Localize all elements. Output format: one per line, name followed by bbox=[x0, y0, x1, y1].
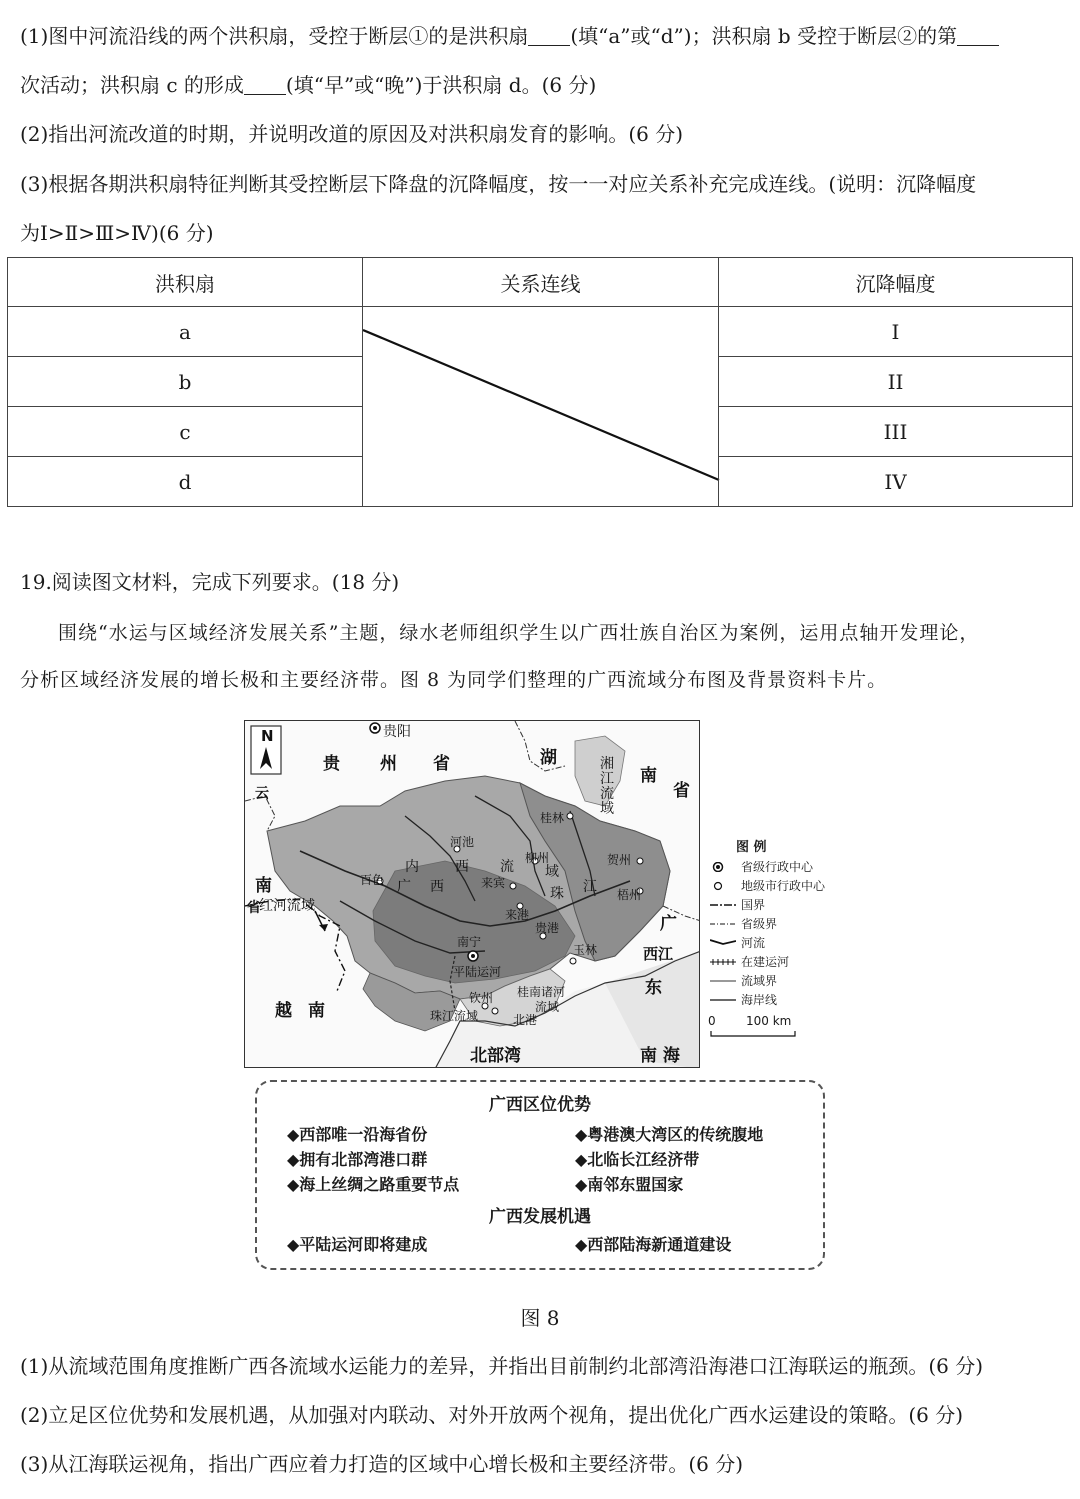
q19-sub-3: (3)从江海联运视角，指出广西应着力打造的区域中心增长极和主要经济带。(6 分) bbox=[20, 1452, 744, 1476]
label-honghe-basin: 红河流域 bbox=[259, 898, 315, 914]
label-guangdong-dong: 东 bbox=[645, 978, 662, 998]
header-relation-line: 关系连线 bbox=[362, 257, 719, 307]
answer-blank-2[interactable] bbox=[957, 25, 999, 46]
matching-table bbox=[7, 257, 1073, 507]
north-label: N bbox=[261, 727, 274, 745]
header-subsidence: 沉降幅度 bbox=[718, 257, 1073, 307]
label-nanning: 南宁 bbox=[457, 935, 482, 949]
label-xi2: 西 bbox=[430, 879, 444, 895]
question-3-line-1: (3)根据各期洪积扇特征判断其受控断层下降盘的沉降幅度，按一一对应关系补充完成连线。(说明：沉降幅度 bbox=[20, 172, 977, 196]
map-legend bbox=[708, 836, 848, 1036]
label-xi: 西 bbox=[455, 859, 469, 875]
legend-provincial-border: 省级界 bbox=[741, 917, 778, 931]
label-sheng: 省 bbox=[433, 754, 450, 774]
label-yun: 云 bbox=[255, 786, 269, 802]
label-liu2: 流 bbox=[500, 859, 514, 875]
card-title-advantages: 广西区位优势 bbox=[489, 1095, 591, 1115]
label-baise: 百色 bbox=[360, 873, 385, 887]
advantage-item: ◆海上丝绸之路重要节点 bbox=[287, 1175, 460, 1194]
label-wuzhou: 梧州 bbox=[617, 888, 642, 902]
q19-paragraph-line-1: 围绕“水运与区域经济发展关系”主题，绿水老师组织学生以广西壮族自治区为案例，运用点轴开发理论， bbox=[58, 622, 980, 644]
label-guang: 广 bbox=[397, 879, 411, 895]
label-hechi: 河池 bbox=[450, 835, 475, 849]
label-zhu: 珠 bbox=[550, 886, 564, 902]
card-title-opportunities: 广西发展机遇 bbox=[489, 1207, 591, 1227]
fan-b[interactable]: b bbox=[7, 356, 363, 407]
subsidence-III[interactable]: III bbox=[718, 406, 1073, 457]
fan-d[interactable]: d bbox=[7, 456, 363, 507]
connection-line bbox=[363, 307, 720, 508]
subsidence-IV[interactable]: IV bbox=[718, 456, 1073, 507]
label-nan-top: 南 bbox=[640, 766, 657, 786]
legend-canal: 在建运河 bbox=[708, 953, 848, 971]
scale-zero: 0 bbox=[708, 1014, 716, 1028]
advantage-item: ◆粤港澳大湾区的传统腹地 bbox=[575, 1125, 764, 1144]
opportunity-item: ◆平陆运河即将建成 bbox=[287, 1235, 428, 1254]
legend-city-center: 地级市行政中心 bbox=[708, 877, 848, 895]
label-laigang: 来港 bbox=[505, 908, 530, 922]
connection-area[interactable] bbox=[362, 306, 719, 507]
background-info-card bbox=[255, 1080, 825, 1270]
label-xiang: 湘 bbox=[600, 756, 614, 772]
question-19-title: 19.阅读图文材料，完成下列要求。(18 分) bbox=[20, 570, 400, 594]
label-jiang: 江 bbox=[600, 771, 614, 787]
question-2: (2)指出河流改道的时期，并说明改道的原因及对洪积扇发育的影响。(6 分) bbox=[20, 122, 684, 146]
question-3-line-2: 为Ⅰ>Ⅱ>Ⅲ>Ⅳ)(6 分) bbox=[20, 221, 214, 245]
label-guinan-rivers: 桂南诸河 bbox=[517, 985, 566, 999]
header-alluvial-fan: 洪积扇 bbox=[7, 257, 363, 307]
scale-label: 100 km bbox=[746, 1014, 792, 1028]
label-yu: 域 bbox=[600, 801, 614, 817]
advantage-item: ◆南邻东盟国家 bbox=[575, 1175, 684, 1194]
map-scale-bar bbox=[708, 1014, 808, 1044]
question-1-line-1 bbox=[20, 22, 1065, 50]
label-liu: 流 bbox=[600, 786, 614, 802]
fan-a[interactable]: a bbox=[7, 306, 363, 357]
label-xijiang: 西江 bbox=[643, 945, 674, 963]
label-south-sea: 南 海 bbox=[640, 1046, 680, 1066]
label-guigang: 贵港 bbox=[535, 921, 560, 935]
answer-blank-3[interactable] bbox=[244, 74, 286, 95]
fan-c[interactable]: c bbox=[7, 406, 363, 457]
label-beigang: 北港 bbox=[513, 1013, 538, 1027]
figure-caption: 图 8 bbox=[520, 1306, 560, 1330]
label-hu: 湖 bbox=[540, 748, 557, 768]
q1-text-b: (填“a”或“d”)；洪积扇 b 受控于断层②的第 bbox=[570, 24, 958, 48]
label-guinan-basin: 流域 bbox=[535, 1000, 560, 1014]
q19-sub-1: (1)从流域范围角度推断广西各流域水运能力的差异，并指出目前制约北部湾沿海港口江海联运的瓶颈。(6 分) bbox=[20, 1354, 984, 1378]
label-beibu-gulf: 北部湾 bbox=[470, 1046, 521, 1066]
label-nan-left: 南 bbox=[255, 876, 272, 896]
legend-provincial-capital: 省级行政中心 bbox=[708, 858, 848, 876]
question-1-line-2 bbox=[20, 71, 1065, 99]
label-zhujiang-basin: 珠江流域 bbox=[430, 1009, 479, 1023]
advantage-item: ◆北临长江经济带 bbox=[575, 1150, 700, 1169]
label-yulin: 玉林 bbox=[573, 943, 598, 957]
answer-blank-1[interactable] bbox=[528, 25, 570, 46]
guangxi-basin-map bbox=[244, 720, 700, 1068]
q1-text-a: (1)图中河流沿线的两个洪积扇，受控于断层①的是洪积扇 bbox=[20, 24, 529, 48]
q19-paragraph-line-2: 分析区域经济发展的增长极和主要经济带。图 8 为同学们整理的广西流域分布图及背景资料卡片。 bbox=[20, 669, 888, 691]
label-pinglu-canal: 平陆运河 bbox=[453, 965, 502, 979]
label-jiang2: 江 bbox=[583, 879, 597, 895]
opportunity-item: ◆西部陆海新通道建设 bbox=[575, 1235, 732, 1254]
label-guiyang: 贵阳 bbox=[383, 724, 411, 740]
subsidence-I[interactable]: I bbox=[718, 306, 1073, 357]
label-yue: 越 bbox=[275, 1001, 292, 1021]
label-laibin: 来宾 bbox=[481, 876, 506, 890]
label-guilin: 桂林 bbox=[540, 811, 565, 825]
legend-title: 图 例 bbox=[736, 840, 767, 855]
q19-sub-2: (2)立足区位优势和发展机遇，从加强对内联动、对外开放两个视角，提出优化广西水运建设的策略。(6 分) bbox=[20, 1403, 964, 1427]
advantage-item: ◆拥有北部湾港口群 bbox=[287, 1150, 428, 1169]
label-hezhou: 贺州 bbox=[607, 853, 632, 867]
label-nan-vn: 南 bbox=[308, 1001, 325, 1021]
legend-river: 河流 bbox=[708, 934, 848, 952]
label-sheng-left: 省 bbox=[247, 900, 261, 916]
legend-coastline: 海岸线 bbox=[741, 993, 778, 1007]
label-guangdong-guang: 广 bbox=[660, 914, 677, 934]
legend-basin-boundary: 流域界 bbox=[741, 974, 778, 988]
label-sheng-top: 省 bbox=[673, 781, 690, 801]
legend-national-border: 国界 bbox=[741, 898, 766, 912]
label-liuzhou: 柳州 bbox=[525, 851, 550, 865]
label-gui: 贵 bbox=[323, 754, 340, 774]
advantage-item: ◆西部唯一沿海省份 bbox=[287, 1125, 428, 1144]
label-qinzhou: 钦州 bbox=[469, 991, 494, 1005]
label-zhou: 州 bbox=[380, 754, 397, 774]
label-nei: 内 bbox=[405, 859, 419, 875]
q1-text-d: (填“早”或“晚”)于洪积扇 d。(6 分) bbox=[285, 73, 597, 97]
subsidence-II[interactable]: II bbox=[718, 356, 1073, 407]
label-yu2: 域 bbox=[545, 864, 559, 880]
q1-text-c: 次活动；洪积扇 c 的形成 bbox=[20, 73, 244, 97]
